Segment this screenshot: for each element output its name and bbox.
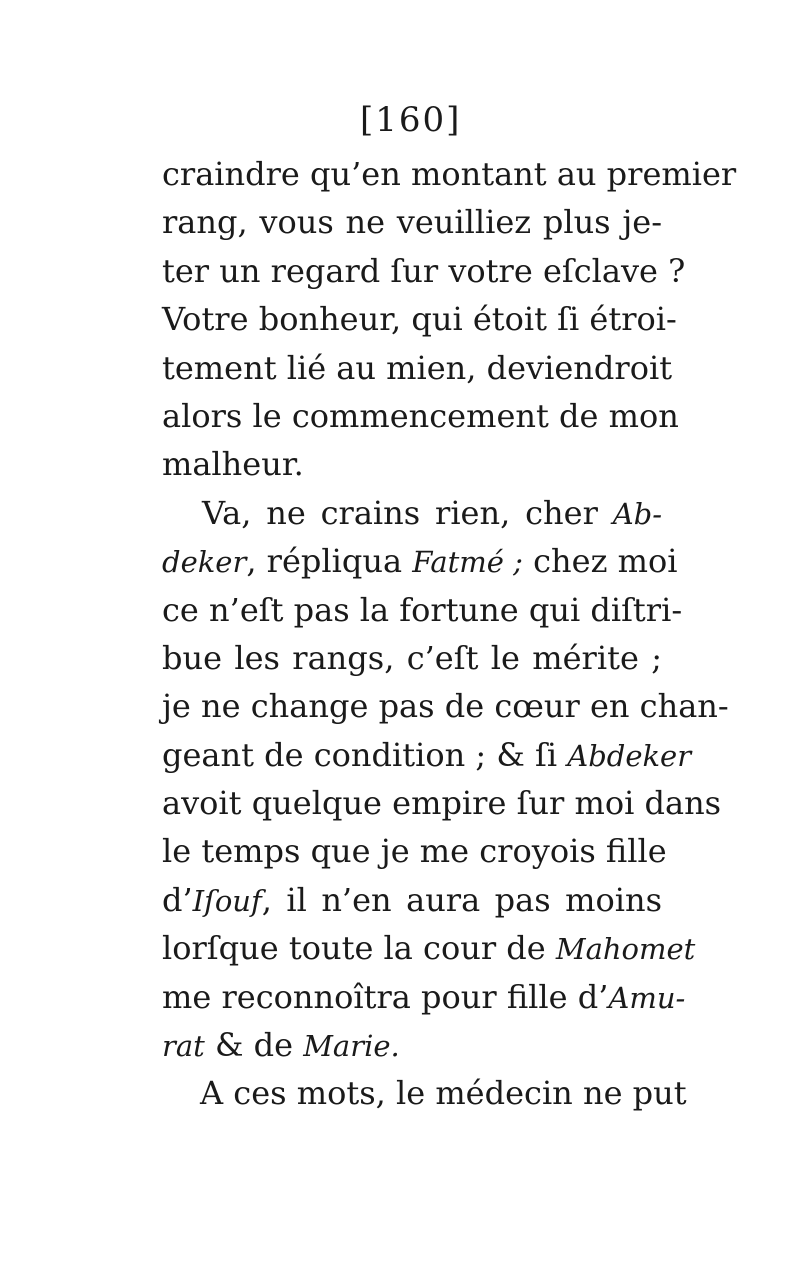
italic-name: Iſouf [192, 883, 262, 918]
text-line [162, 489, 662, 537]
body-text [162, 150, 737, 1118]
text-segment: Va, ne crains rien, cher [202, 493, 613, 532]
italic-name: Marie. [303, 1029, 400, 1064]
text-line [162, 392, 679, 440]
page-number: [160] [360, 100, 462, 140]
text-segment: ce n’eſt pas la fortune qui diſtri- [162, 590, 683, 629]
text-segment: lorſque toute la cour de [162, 929, 556, 968]
text-segment: Votre bonheur, qui étoit ſi étroi- [162, 300, 677, 339]
text-line [162, 344, 673, 392]
text-segment: tement lié au mien, deviendroit [162, 348, 673, 387]
italic-name: Fatmé ; [412, 545, 523, 580]
text-segment: , il n’en aura pas moins [261, 880, 662, 919]
text-line [162, 198, 662, 246]
text-segment: d’ [162, 880, 193, 919]
italic-name: deker [162, 545, 247, 580]
italic-name: Abdeker [567, 738, 692, 773]
italic-name: rat [162, 1029, 205, 1064]
text-line [162, 1021, 662, 1069]
text-segment: ter un regard ſur votre eſclave ? [162, 251, 686, 290]
text-line [162, 973, 686, 1021]
text-segment: rang, vous ne veuilliez plus je- [162, 203, 662, 242]
text-segment: geant de condition ; & ſi [162, 735, 568, 774]
text-line [162, 779, 722, 827]
italic-name: Ab- [612, 496, 662, 531]
text-line [162, 586, 683, 634]
italic-name: Mahomet [555, 932, 696, 967]
text-line [162, 876, 662, 924]
text-line [162, 634, 662, 682]
text-segment: malheur. [162, 445, 304, 484]
text-line [162, 150, 737, 198]
text-segment: craindre qu’en montant au premier [162, 155, 737, 193]
text-line [162, 295, 677, 343]
text-line [162, 682, 729, 730]
text-line [162, 731, 692, 779]
text-segment: me reconnoîtra pour fille d’ [162, 977, 609, 1016]
text-segment: le temps que je me croyois fille [162, 832, 667, 871]
text-segment: alors le commencement de mon [162, 396, 679, 435]
text-segment: chez moi [522, 542, 678, 581]
text-segment: , répliqua [246, 542, 413, 581]
text-line [162, 924, 696, 972]
text-line [162, 1069, 687, 1117]
text-segment: A ces mots, le médecin ne put [200, 1074, 687, 1113]
text-line [162, 537, 678, 585]
text-line [162, 247, 686, 295]
text-line [162, 440, 662, 488]
text-segment: avoit quelque empire ſur moi dans [162, 784, 722, 823]
text-segment: je ne change pas de cœur en chan- [162, 687, 729, 726]
italic-name: Amu- [608, 980, 686, 1015]
text-segment: & de [204, 1026, 304, 1065]
text-segment: bue les rangs, c’eſt le mérite ; [162, 638, 662, 677]
text-line [162, 827, 667, 875]
